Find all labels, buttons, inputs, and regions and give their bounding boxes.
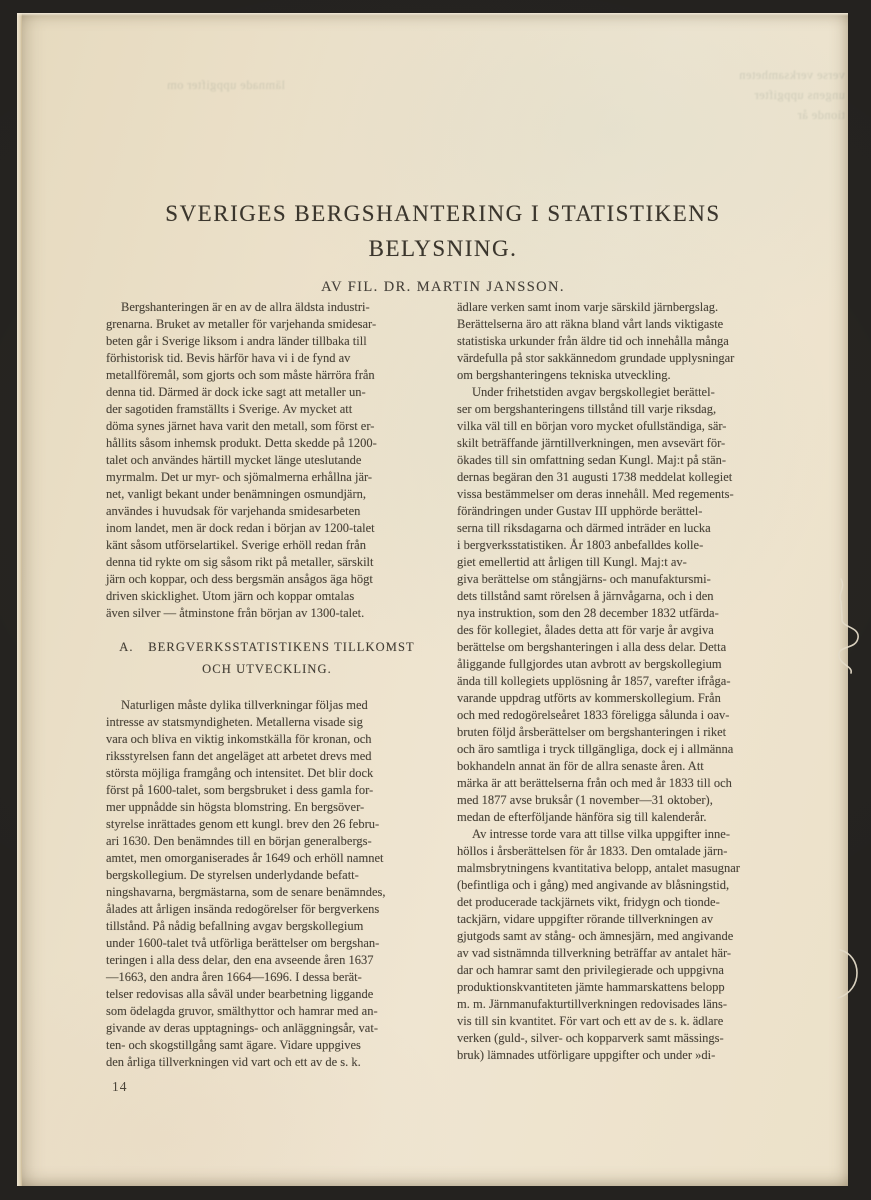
paragraph xyxy=(106,299,428,622)
text-line: ålades att årligen insända redogörelser för bergverkens xyxy=(106,902,380,916)
text-line: den årliga tillverkningen vid vart och ett av de s. k. xyxy=(106,1055,361,1069)
bleedthrough-line: verse verksamheten xyxy=(738,68,845,82)
text-line: ända till kollegiets upplösning år 1857, varefter ifråga- xyxy=(457,674,731,688)
page-number: 14 xyxy=(112,1079,128,1094)
text-line: net, vanligt bekant under benämningen osmundjärn, xyxy=(106,487,367,501)
text-line: dar och hamrar samt den privilegierade och uppgivna xyxy=(457,963,724,977)
text-line: dernas begäran den 31 augusti 1738 meddelat kollegiet xyxy=(457,470,733,484)
bleedthrough-text xyxy=(665,65,845,125)
text-line: Av intresse torde vara att tillse vilka uppgifter inne- xyxy=(472,827,731,841)
text-line: förhistorisk tid. Bevis härför hava vi i de fynd av xyxy=(106,351,351,365)
text-line: tackjärn, vidare uppgifter rörande tillverkningen av xyxy=(457,912,714,926)
paragraph xyxy=(106,697,428,1071)
text-line: beten går i Sverige liksom i andra länder tillbaka till xyxy=(106,334,367,348)
text-line: under 1600-talet två utförliga berättelser om bergshan- xyxy=(106,936,380,950)
text-line: känt såsom utförselartikel. Sverige erhöll redan från xyxy=(106,538,366,552)
text-line: grenarna. Bruket av metaller för varjehanda smidesar- xyxy=(106,317,377,331)
text-line: giet emellertid att årligen till Kungl. Maj:t av- xyxy=(457,555,687,569)
text-line: ari 1630. Den benämndes till en början generalbergs- xyxy=(106,834,372,848)
text-line: amtet, men omorganiserades år 1649 och erhöll namnet xyxy=(106,851,384,865)
right-text-column xyxy=(457,299,779,1064)
text-line: höllos i årsberättelsen för år 1833. Den omtalade järn- xyxy=(457,844,728,858)
text-line: A. BERGVERKSSTATISTIKENS TILLKOMST xyxy=(119,640,415,654)
page-edge xyxy=(17,13,22,1186)
text-line: döma synes järnet hava varit den metall, som först er- xyxy=(106,419,375,433)
text-line: givande av deras upptagnings- och anläggningsår, vat- xyxy=(106,1021,378,1035)
text-line: telser redovisas alla såväl under bearbetning liggande xyxy=(106,987,374,1001)
text-line: förändringen under Gustav III upphörde berättel- xyxy=(457,504,703,518)
text-line: åliggande fullgjordes utan avbrott av bergskollegium xyxy=(457,657,722,671)
text-line: och med redogörelseåret 1833 föreligga sålunda i oav- xyxy=(457,708,730,722)
text-line: gjutgods samt av stång- och ämnesjärn, med angivande xyxy=(457,929,734,943)
bleedthrough-line: tionde år xyxy=(797,108,845,122)
text-line: hållits såsom inhemsk produkt. Detta skedde på 1200- xyxy=(106,436,377,450)
text-line: om bergshanteringens tekniska utveckling. xyxy=(457,368,671,382)
text-line: bruk) lämnades utförligare uppgifter och under »di- xyxy=(457,1048,716,1062)
text-line: inom landet, men är dock redan i början av 1200-talet xyxy=(106,521,375,535)
text-line: märka är att berättelserna från och med år 1833 till och xyxy=(457,776,732,790)
text-line: av vad sistnämnda tillverkning beträffar av antalet här- xyxy=(457,946,732,960)
text-line: malmsbrytningens kvantitativa belopp, antalet masugnar xyxy=(457,861,740,875)
text-line: vissa bestämmelser om deras innehåll. Med regements- xyxy=(457,487,734,501)
text-line: driven skicklighet. Utom järn och koppar omtalas xyxy=(106,589,355,603)
text-line: denna tid. Därmed är dock icke sagt att metaller un- xyxy=(106,385,366,399)
text-line: varande uppdrag utförts av kommerskollegium. Från xyxy=(457,691,721,705)
text-line: (befintliga och i gång) med angivande av blåsningstid, xyxy=(457,878,730,892)
text-line: des för kollegiet, ålades detta att för varje år avgiva xyxy=(457,623,714,637)
text-line: Naturligen måste dylika tillverkningar följas med xyxy=(121,698,368,712)
text-line: myrmalm. Det ur myr- och sjömalmerna erhållna jär- xyxy=(106,470,373,484)
text-line: Bergshanteringen är en av de allra äldsta industri- xyxy=(121,300,370,314)
paragraph xyxy=(457,826,779,1064)
paragraph xyxy=(457,384,779,826)
article-title-line-2: BELYSNING. xyxy=(368,236,518,261)
text-line: m. m. Järnmanufakturtillverkningen redovisades läns- xyxy=(457,997,728,1011)
book-page xyxy=(17,13,848,1186)
text-line: ökades till sin omfattning sedan Kungl. Maj:t på stän- xyxy=(457,453,727,467)
byline: AV FIL. DR. MARTIN JANSSON. xyxy=(321,279,565,295)
text-line: ser om bergshanteringens tillstånd till varje riksdag, xyxy=(457,402,717,416)
bleedthrough-line: ungens uppgifter xyxy=(754,88,845,102)
text-line: även silver — åtminstone från början av 1300-talet. xyxy=(106,606,365,620)
text-line: bergskollegium. De styrelsen underlydande befatt- xyxy=(106,868,359,882)
text-line: vara och bliva en viktig inkomstkälla för kronan, och xyxy=(106,732,372,746)
text-line: denna tid rykte om sig såsom rikt på metaller, särskilt xyxy=(106,555,374,569)
text-line: —1663, den andra åren 1664—1696. I dessa berät- xyxy=(106,970,362,984)
text-line: först på 1600-talet, som bergsbruket i dess gamla for- xyxy=(106,783,374,797)
text-line: styrelse inrättades genom ett kungl. brev den 26 febru- xyxy=(106,817,380,831)
text-line: metallföremål, som gjorts och som måste härröra från xyxy=(106,368,375,382)
text-line: största möjliga framgång och intensitet. Det blir dock xyxy=(106,766,374,780)
article-title-line-1: SVERIGES BERGSHANTERING I STATISTIKENS xyxy=(165,201,721,226)
text-line: Berättelserna äro att räkna bland vårt lands viktigaste xyxy=(457,317,724,331)
text-line: värdefulla på stor sakkännedom grundade upplysningar xyxy=(457,351,735,365)
text-line: der sagotiden framställts i Sverige. Av mycket att xyxy=(106,402,353,416)
text-line: järn och koppar, och dess bergsmän ansågos äga högt xyxy=(106,572,373,586)
text-line: giva berättelse om stångjärns- och manufaktursmi- xyxy=(457,572,711,586)
text-line: ädlare verken samt inom varje särskild järnbergslag. xyxy=(457,300,719,314)
text-line: det producerade tackjärnets vikt, fridygn och tionde- xyxy=(457,895,720,909)
text-line: vilka väl till en början voro mycket ofullständiga, sär- xyxy=(457,419,727,433)
bleedthrough-text: lämnade uppgifter om xyxy=(166,78,285,92)
text-line: vis till sin kvantitet. För vart och ett av de s. k. ädlare xyxy=(457,1014,724,1028)
section-heading xyxy=(106,636,428,680)
text-line: teringen i alla dess delar, den ena avseende åren 1637 xyxy=(106,953,374,967)
text-line: OCH UTVECKLING. xyxy=(202,662,332,676)
text-line: bokhandeln annat än för de allra senaste åren. Att xyxy=(457,759,704,773)
text-line: användes i huvudsak för varjehanda smidesarbeten xyxy=(106,504,361,518)
text-line: ningshavarna, bergmästarna, som de senare benämndes, xyxy=(106,885,386,899)
text-line: i bergverksstatistiken. År 1803 anbefalldes kolle- xyxy=(457,538,704,552)
page-edge-top xyxy=(17,13,848,16)
text-line: bruten följd årsberättelser om bergshanteringen i riket xyxy=(457,725,727,739)
text-line: med 1877 avse bruksår (1 november—31 oktober), xyxy=(457,793,713,807)
text-line: mer uppnådde sin högsta blomstring. En bergsöver- xyxy=(106,800,365,814)
text-line: dets tillstånd samt rörelsen å järnvågarna, och i den xyxy=(457,589,714,603)
paragraph xyxy=(457,299,779,384)
text-line: som ödelagda gruvor, smälthyttor och hamrar med an- xyxy=(106,1004,378,1018)
text-line: verken (guld-, silver- och kopparverk samt mässings- xyxy=(457,1031,724,1045)
text-line: intresse av statsmyndigheten. Metallerna visade sig xyxy=(106,715,363,729)
text-line: produktionskvantiteten jämte hammarskattens belopp xyxy=(457,980,725,994)
text-line: tillstånd. På nådig befallning avgav bergskollegium xyxy=(106,919,364,933)
article-title-block xyxy=(106,199,780,296)
text-line: riksstyrelsen fann det angeläget att arbetet drevs med xyxy=(106,749,372,763)
text-line: skilt beträffande järntillverkningen, men avsevärt för- xyxy=(457,436,726,450)
text-line: serna till riksdagarna och därmed inträder en lucka xyxy=(457,521,711,535)
text-line: talet och användes härtill mycket länge uteslutande xyxy=(106,453,362,467)
text-line: medan de efterföljande hänföra sig till kalenderår. xyxy=(457,810,707,824)
left-text-column xyxy=(106,299,428,1071)
text-line: ten- och skogstillgång samt ägare. Vidare uppgives xyxy=(106,1038,361,1052)
text-line: statistiska urkunder från äldre tid och innehålla många xyxy=(457,334,729,348)
text-line: berättelse om bergshanteringen i alla dess delar. Detta xyxy=(457,640,727,654)
text-line: nya instruktion, som den 28 december 1832 utfärda- xyxy=(457,606,719,620)
text-line: Under frihetstiden avgav bergskollegiet berättel- xyxy=(472,385,715,399)
text-line: och äro samtliga i tryck tillgängliga, dock ej i allmänna xyxy=(457,742,734,756)
